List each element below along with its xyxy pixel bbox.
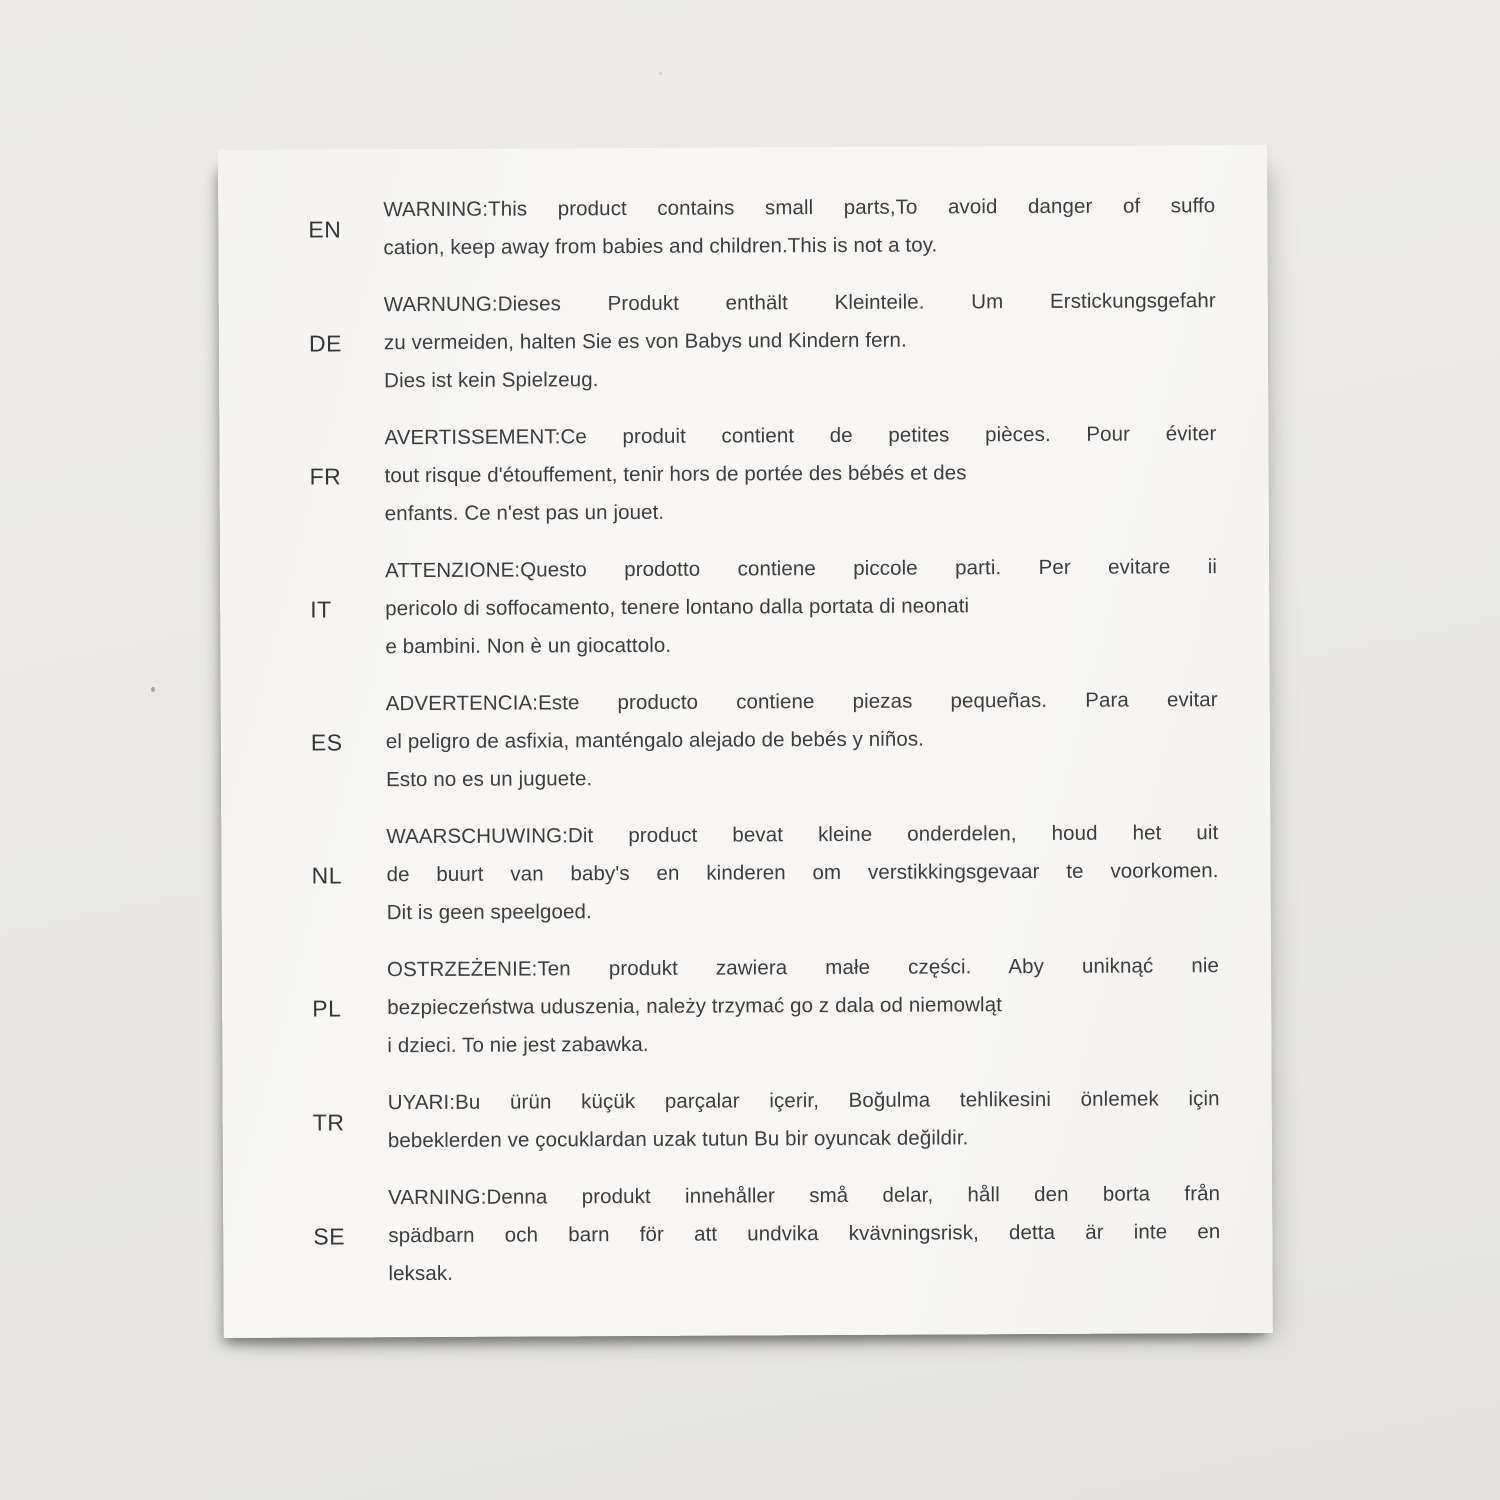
warning-text xyxy=(388,1175,1221,1293)
warning-line: UYARI:Bu ürün küçük parçalar içerir, Boğulma tehlikesini önlemek için xyxy=(387,1087,1220,1115)
warning-line: WARNUNG:Dieses Produkt enthält Kleinteile. Um Erstickungsgefahr xyxy=(383,289,1216,317)
lang-code-label: IT xyxy=(310,595,332,623)
warning-line: el peligro de asfixia, manténgalo alejado de bebés y niños. xyxy=(385,727,925,754)
label-section-pl xyxy=(222,947,1220,1066)
warning-line: leksak. xyxy=(388,1261,454,1286)
warning-line: AVERTISSEMENT:Ce produit contient de petites pièces. Pour éviter xyxy=(384,422,1217,450)
label-section-en xyxy=(218,187,1215,268)
label-section-nl xyxy=(221,814,1219,933)
warning-text xyxy=(388,1080,1220,1160)
warning-text xyxy=(385,548,1218,666)
warning-line: ATTENZIONE:Questo prodotto contiene piccole parti. Per evitare ii xyxy=(385,555,1218,583)
lang-code-label: TR xyxy=(312,1108,345,1136)
lang-code-label: ES xyxy=(310,728,343,756)
warning-text xyxy=(387,947,1220,1065)
warning-line: pericolo di soffocamento, tenere lontano dalla portata di neonati xyxy=(385,594,970,621)
warning-line: WAARSCHUWING:Dit product bevat kleine onderdelen, houd het uit xyxy=(386,821,1219,849)
warning-line: bebeklerden ve çocuklardan uzak tutun Bu bir oyuncak değildir. xyxy=(387,1126,969,1153)
lang-code-label: NL xyxy=(311,861,343,889)
label-section-it xyxy=(220,548,1218,667)
lang-code-label: FR xyxy=(309,462,342,490)
warning-line: de buurt van baby's en kinderen om verstikkingsgevaar te voorkomen. xyxy=(386,859,1219,887)
lang-code-label: SE xyxy=(313,1222,346,1250)
lang-code-label: EN xyxy=(308,215,342,243)
warning-line: enfants. Ce n'est pas un jouet. xyxy=(384,500,665,526)
warning-line: spädbarn och barn för att undvika kvävningsrisk, detta är inte en xyxy=(388,1220,1221,1248)
dust-speck xyxy=(659,72,662,75)
warning-line: tout risque d'étouffement, tenir hors de portée des bébés et des xyxy=(384,461,967,488)
warning-text xyxy=(386,814,1219,932)
warning-line: zu vermeiden, halten Sie es von Babys und Kindern fern. xyxy=(383,328,907,355)
warning-line: cation, keep away from babies and children.This is not a toy. xyxy=(383,233,938,260)
dust-speck xyxy=(151,687,155,692)
warning-line: WARNING:This product contains small parts,To avoid danger of suffo xyxy=(383,194,1216,222)
label-section-se xyxy=(223,1175,1221,1294)
warning-line: Dies ist kein Spielzeug. xyxy=(384,368,599,393)
warning-line: e bambini. Non è un giocattolo. xyxy=(385,633,672,659)
warning-text xyxy=(383,187,1215,267)
label-section-de xyxy=(219,282,1217,401)
warning-line: OSTRZEŻENIE:Ten produkt zawiera małe części. Aby uniknąć nie xyxy=(386,954,1220,982)
lang-code-label: PL xyxy=(312,994,342,1022)
label-section-es xyxy=(221,681,1219,800)
label-rows xyxy=(218,187,1220,1294)
warning-line: VARNING:Denna produkt innehåller små delar, håll den borta från xyxy=(388,1182,1221,1210)
warning-line: Dit is geen speelgoed. xyxy=(386,900,592,925)
warning-line: i dzieci. To nie jest zabawka. xyxy=(387,1032,649,1058)
warning-text xyxy=(386,681,1219,799)
label-section-tr xyxy=(223,1080,1220,1161)
label-section-fr xyxy=(219,415,1217,534)
warning-text xyxy=(384,282,1217,400)
warning-label-paper xyxy=(218,145,1273,1338)
warning-line: bezpieczeństwa uduszenia, należy trzymać go z dala od niemowląt xyxy=(387,993,1003,1020)
lang-code-label: DE xyxy=(308,329,342,357)
warning-line: Esto no es un juguete. xyxy=(386,767,593,792)
warning-line: ADVERTENCIA:Este producto contiene piezas pequeñas. Para evitar xyxy=(385,688,1218,716)
warning-text xyxy=(384,415,1217,533)
